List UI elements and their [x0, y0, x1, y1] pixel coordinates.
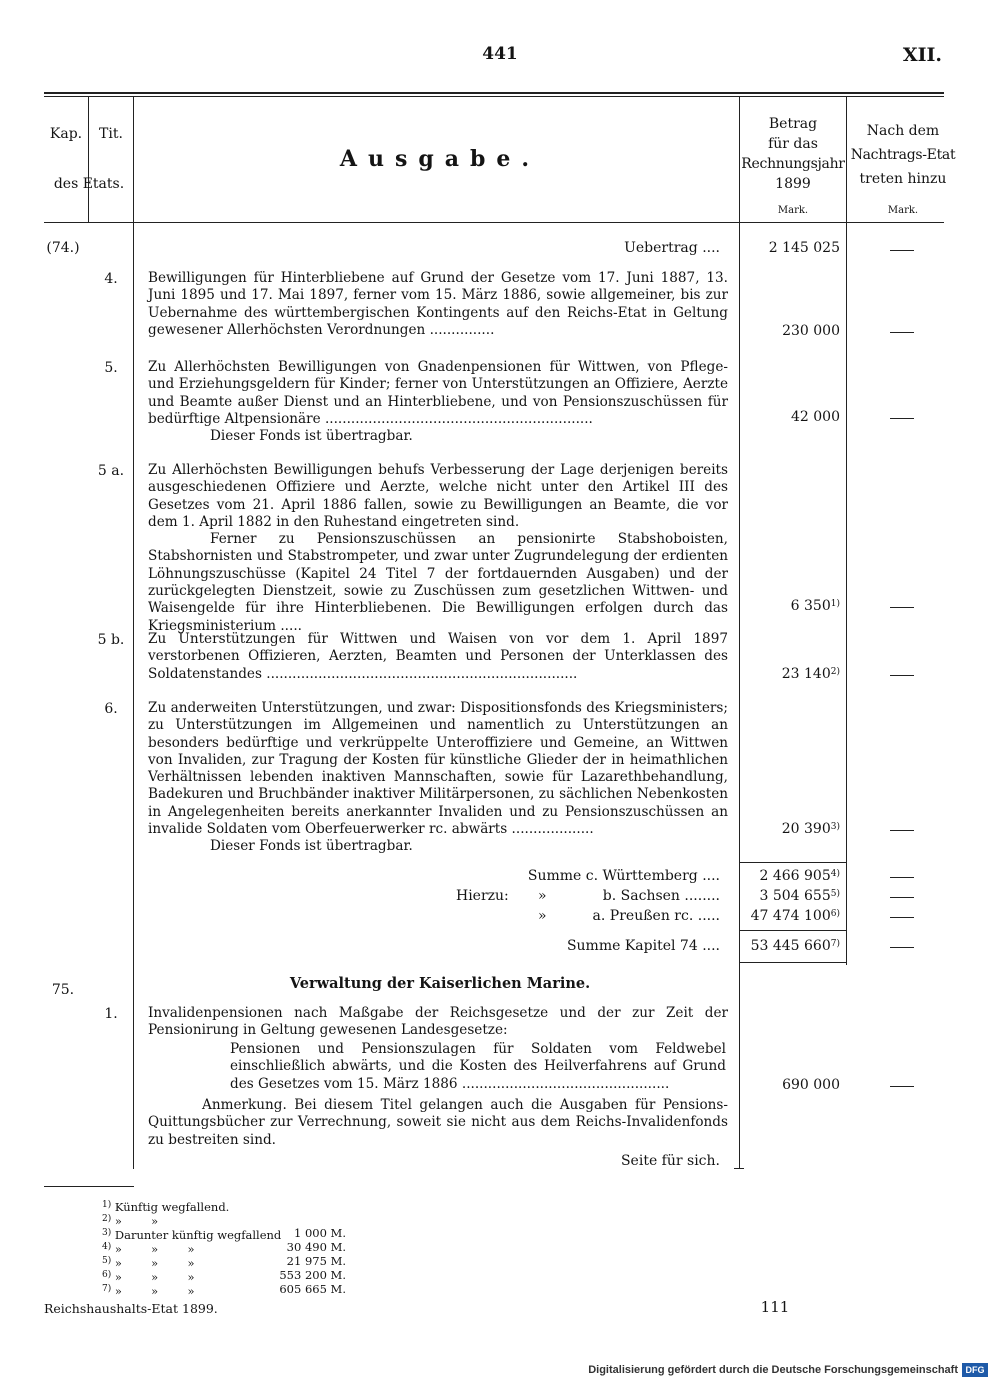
tit-6: 6. — [104, 701, 118, 717]
tit-5b-amount-value: 23 140 — [781, 666, 831, 682]
footnote-7 — [102, 1282, 195, 1298]
sum-b-footnote-ref: 5) — [830, 889, 840, 899]
header-amount-line3: Rechnungsjahr — [741, 156, 845, 172]
sum-a-amount — [740, 908, 840, 924]
sum-rule-mid — [740, 930, 846, 931]
section-number: XII. — [902, 44, 942, 66]
tit-5b-text: Zu Unterstützungen für Wittwen und Waisen von vor dem 1. April 1897 verstorbenen Offizieren, Aerzten, Beamten und Personen der Unterklassen des Soldatenstandes ........................................................................ — [148, 631, 728, 682]
tit-5-extra — [890, 418, 914, 419]
tit-6-amount — [740, 821, 840, 837]
tit-5a-text2: Ferner zu Pensionszuschüssen an pensionirte Stabshoboisten, Stabshornisten und Stabstrompeter, und zwar unter Zugrundelegung der erdienten Löhnungszuschüsse (Kapitel 24 Titel 7 der fortdauernden Ausgaben) und der zurückgelegten Dienstzeit, sowie zu Zuschüssen zum gesetzlichen Wittwen- und Waisengelde für ihre Hinterbliebenen. Die Bewilligungen erfolgen durch das Kriegsministerium ..... — [148, 531, 728, 634]
kap-74-continued: (74.) — [46, 240, 80, 256]
sum-rule-bottom — [740, 962, 846, 963]
footnote-6-amount: 553 200 M. — [279, 1268, 346, 1282]
kap-75-heading: Verwaltung der Kaiserlichen Marine. — [289, 975, 591, 992]
tit-4: 4. — [104, 271, 118, 287]
sum-a-footnote-ref: 6) — [830, 909, 840, 919]
tit-5a-text: Zu Allerhöchsten Bewilligungen behufs Verbesserung der Lage derjenigen bereits ausgeschiedenen Offiziere und Aerzte, welche nicht unter den Artikel III des Gesetzes vom 21. April 1886 fallen, sowie zu Bewilligungen an Beamte, die vor dem 1. April 1882 in den Ruhestand eingetreten sind. — [148, 462, 728, 530]
sum-kapitel-footnote-ref: 7) — [830, 939, 840, 949]
sum-a-amount-value: 47 474 100 — [750, 908, 831, 924]
tit-75-1-amount: 690 000 — [782, 1077, 840, 1093]
kap-75: 75. — [51, 982, 75, 998]
footer-etat: Reichshaushalts-Etat 1899. — [44, 1301, 218, 1316]
footnote-3-text: Darunter künftig wegfallend — [114, 1228, 282, 1242]
col-divider-kap — [88, 97, 89, 222]
sum-c-amount-value: 2 466 905 — [759, 868, 831, 884]
top-rule — [44, 92, 944, 94]
footnote-2-num: 2) — [102, 1214, 112, 1224]
footnote-4-amount: 30 490 M. — [286, 1240, 346, 1254]
sum-a-quote: » — [538, 908, 547, 924]
header-nachtrag-line3: treten hinzu — [859, 171, 947, 187]
footnote-5-amount: 21 975 M. — [286, 1254, 346, 1268]
footnote-6-text: » » » — [114, 1270, 195, 1284]
tit-4-extra — [890, 332, 914, 333]
tit-6-block — [148, 700, 728, 856]
tit-75-1: 1. — [104, 1006, 118, 1022]
tit-5-note: Dieser Fonds ist übertragbar. — [210, 428, 413, 445]
tit-5b-extra — [890, 675, 914, 676]
tit-5a: 5 a. — [97, 463, 125, 479]
tit-75-1-text2: Pensionen und Pensionszulagen für Soldaten vom Feldwebel einschließlich abwärts, und die Kosten des Heilverfahrens auf Grund des Gesetzes vom 15. März 1886 ................................................ — [230, 1041, 726, 1092]
header-amount-line4: 1899 — [775, 176, 811, 192]
footnote-7-text: » » » — [114, 1284, 195, 1298]
tit-75-1-note: Anmerkung. Bei diesem Titel gelangen auch die Ausgaben für Pensions-Quittungsbücher zur Verrechnung, soweit sie nicht aus dem Reichs-Invalidenfonds zu bestreiten sind. — [148, 1097, 728, 1148]
footnote-4-num: 4) — [102, 1242, 112, 1252]
tit-5-text: Zu Allerhöchsten Bewilligungen von Gnadenpensionen für Wittwen, von Pflege- und Erziehungsgeldern für Kinder; ferner von Unterstützungen an Offiziere, Aerzte und Beamte außer Dienst und an Hinterbliebene, und von Pensionszuschüssen für bedürftige Altpensionäre .............................................................. — [148, 359, 728, 427]
tit-5a-block — [148, 462, 728, 635]
sum-c-extra — [890, 877, 914, 878]
footnote-7-amount: 605 665 M. — [279, 1282, 346, 1296]
header-title: Ausgabe. — [339, 146, 541, 172]
footnote-1-text: Künftig wegfallend. — [114, 1200, 230, 1214]
sum-kapitel-amount — [740, 938, 840, 954]
uebertrag-extra — [890, 250, 914, 251]
header-amount-line1: Betrag — [768, 116, 818, 132]
footnote-7-num: 7) — [102, 1284, 112, 1294]
col-divider-amount — [846, 97, 847, 965]
sum-a-label: a. Preußen rc. ..... — [592, 908, 720, 924]
uebertrag-label: Uebertrag .... — [624, 240, 720, 256]
header-nachtrag-unit: Mark. — [887, 205, 919, 216]
tit-6-extra — [890, 830, 914, 831]
tit-5a-extra — [890, 607, 914, 608]
header-des-etats: des Etats. — [53, 176, 125, 192]
tit-75-1-text: Invalidenpensionen nach Maßgabe der Reichsgesetze und der zur Zeit der Pensionirung in Geltung gewesenen Landesgesetze: — [148, 1005, 728, 1039]
footnote-6-num: 6) — [102, 1270, 112, 1280]
end-mark — [734, 1168, 744, 1169]
sum-kapitel-extra — [890, 947, 914, 948]
sum-b-label: b. Sachsen ........ — [602, 888, 720, 904]
footer-page: 111 — [760, 1298, 790, 1316]
tit-5a-amount — [740, 598, 840, 614]
hierzu-label: Hierzu: — [456, 888, 509, 904]
footnote-3-num: 3) — [102, 1228, 112, 1238]
footnote-1-num: 1) — [102, 1200, 112, 1210]
sum-rule-top — [740, 862, 846, 863]
footnote-2-text: » » — [114, 1214, 159, 1228]
header-rule — [44, 222, 944, 223]
col-divider-text — [739, 97, 740, 1169]
footnote-5-num: 5) — [102, 1256, 112, 1266]
sum-b-extra — [890, 897, 914, 898]
sum-c-amount — [740, 868, 840, 884]
header-nachtrag-line2: Nachtrags-Etat — [850, 147, 956, 163]
header-tit: Tit. — [99, 126, 123, 142]
footnote-3-amount: 1 000 M. — [293, 1226, 346, 1240]
sum-b-amount-value: 3 504 655 — [759, 888, 831, 904]
tit-6-amount-value: 20 390 — [781, 821, 831, 837]
tit-5a-amount-value: 6 350 — [790, 598, 831, 614]
header-amount-line2: für das — [768, 136, 818, 152]
sum-b-amount — [740, 888, 840, 904]
header-kap: Kap. — [49, 126, 83, 142]
sum-kapitel-amount-value: 53 445 660 — [750, 938, 831, 954]
page-number: 441 — [482, 44, 518, 64]
top-rule-thin — [44, 96, 944, 97]
footnote-5-text: » » » — [114, 1256, 195, 1270]
tit-5b-amount — [740, 666, 840, 682]
col-divider-tit — [133, 97, 134, 1169]
tit-6-footnote-ref: 3) — [830, 822, 840, 832]
footnote-4-text: » » » — [114, 1242, 195, 1256]
tit-6-note: Dieser Fonds ist übertragbar. — [210, 838, 413, 855]
tit-4-text: Bewilligungen für Hinterbliebene auf Grund der Gesetze vom 17. Juni 1887, 13. Juni 1895 und 17. Mai 1897, ferner vom 15. März 1886, sowie allgemeiner, bis zur Uebernahme des württembergischen Kontingents auf den Reichs-Etat in Geltung gewesener Allerhöchsten Verordnungen ............... — [148, 270, 728, 338]
tit-5-amount: 42 000 — [791, 409, 840, 425]
tit-6-text: Zu anderweiten Unterstützungen, und zwar: Dispositionsfonds des Kriegsministers; zu Unterstützungen im Allgemeinen und namentlich zu Unterstützungen an besonders bedürftige und verkrüppelte Unteroffiziere und Gemeine, an Wittwen von Invaliden, zur Tragung der Kosten für künstliche Glieder der in heimathlichen Verhältnissen lebenden inaktiven Mannschaften, sowie für Lazarethbehandlung, Badekuren und Bruchbänder inaktiver Militärpersonen, zu sächlichen Nebenkosten in Angelegenheiten bereits anerkannter Invaliden und zu Pensionszuschüssen an invalide Soldaten vom Oberfeuerwerker rc. abwärts ................... — [148, 700, 728, 838]
sum-b-quote: » — [538, 888, 547, 904]
tit-5a-footnote-ref: 1) — [830, 599, 840, 609]
tit-5b: 5 b. — [97, 632, 125, 648]
tit-5: 5. — [104, 360, 118, 376]
header-nachtrag-line1: Nach dem — [866, 123, 940, 139]
tit-4-amount: 230 000 — [782, 323, 840, 339]
tit-5b-footnote-ref: 2) — [830, 667, 840, 677]
seite-fuer-sich: Seite für sich. — [620, 1153, 720, 1169]
footnote-rule — [44, 1186, 134, 1187]
sum-kapitel-label: Summe Kapitel 74 .... — [566, 938, 720, 954]
sum-c-footnote-ref: 4) — [830, 869, 840, 879]
sum-a-extra — [890, 917, 914, 918]
header-amount-unit: Mark. — [777, 205, 809, 216]
uebertrag-amount: 2 145 025 — [768, 240, 840, 256]
sum-c-label: Summe c. Württemberg .... — [527, 868, 720, 884]
tit-75-1-extra — [890, 1086, 914, 1087]
tit-5-block — [148, 359, 728, 445]
dfg-credit: Digitalisierung gefördert durch die Deutsche Forschungsgemeinschaft — [588, 1364, 958, 1376]
dfg-logo-icon: DFG — [962, 1363, 988, 1377]
